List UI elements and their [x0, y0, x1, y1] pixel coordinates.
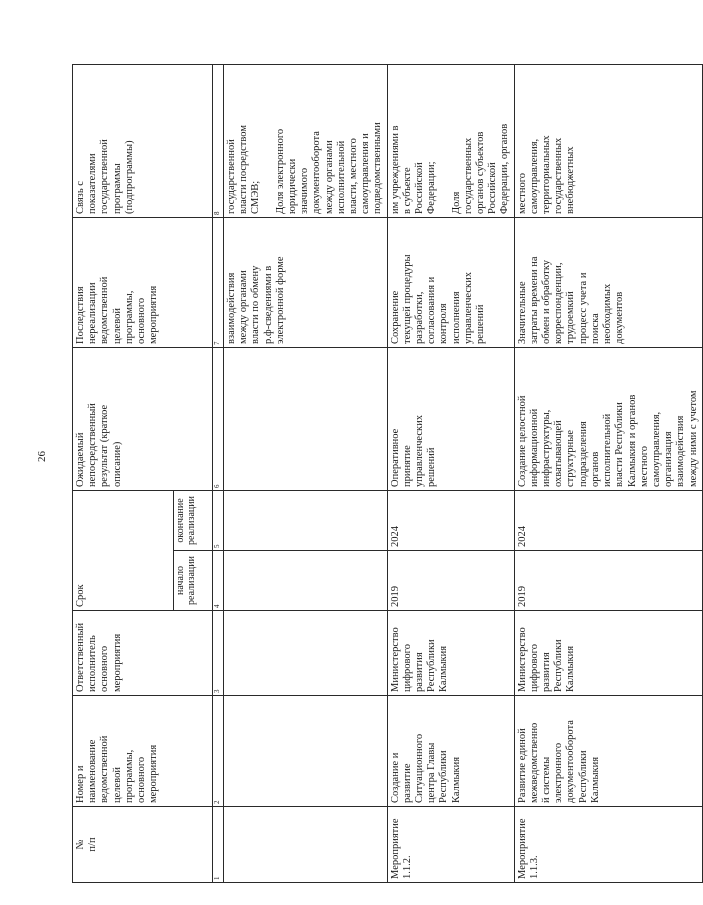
table-row	[224, 64, 388, 882]
column-number: 4	[213, 551, 224, 611]
cell-start	[224, 551, 388, 611]
cell-program-name: Создание и развитие Ситуационного центра Главы Республики Калмыкия	[387, 696, 514, 807]
table-row	[387, 64, 514, 882]
cell-consequences: взаимодействия между органами власти по обмену р.ф-сведениями в электронной форме	[224, 217, 388, 347]
header-start: начало реализации	[174, 551, 213, 611]
cell-number: Мероприятие 1.1.2.	[387, 807, 514, 883]
cell-program-name	[224, 696, 388, 807]
cell-end: 2024	[387, 490, 514, 550]
cell-expected-result	[224, 347, 388, 490]
column-number: 2	[213, 696, 224, 807]
column-number: 3	[213, 611, 224, 696]
cell-indicators-link: местного самоуправления, территориальных государственных внебюджетных	[514, 64, 702, 217]
cell-indicators-link: им учреждениями в в субъекте Российской Федерации; Доля государственных органов субъектов Российской Федерации, органов	[387, 64, 514, 217]
cell-end	[224, 490, 388, 550]
cell-number: Мероприятие 1.1.3.	[514, 807, 702, 883]
cell-executor	[224, 611, 388, 696]
cell-consequences: Сохранение текущей процедуры разработки, согласования и контроля исполнения управленческих решений	[387, 217, 514, 347]
cell-number	[224, 807, 388, 883]
table-row	[514, 64, 702, 882]
column-number: 5	[213, 490, 224, 550]
cell-indicators-link: государственной власти посредством СМЭВ; Доля электронного юридически значимого документооборота между органами исполнительной власти, местного самоуправления и подведомственными	[224, 64, 388, 217]
page-number: 26	[36, 451, 48, 462]
measures-table	[72, 64, 703, 883]
cell-start: 2019	[514, 551, 702, 611]
cell-expected-result: Создание целостной информационной инфраструктуры, охватывающей структурные подразделения органов исполнительной власти Республики Калмыкия и органов местного самоуправления, организация взаимодействия между ними с учетом	[514, 347, 702, 490]
cell-consequences: Значительные затраты времени на обмен и обработку корреспонденции, трудоемкий процесс учета и поиска необходимых документов	[514, 217, 702, 347]
header-consequences: Последствия нереализации ведомственной целевой программы, основного мероприятия	[73, 217, 213, 347]
column-number: 6	[213, 347, 224, 490]
cell-executor: Министерство цифрового развития Республики Калмыкия	[387, 611, 514, 696]
header-indicators-link: Связь с показателями государственной программы (подпрограммы)	[73, 64, 213, 217]
rotated-table-sheet	[72, 65, 699, 883]
header-term: Срок	[73, 490, 174, 610]
cell-end: 2024	[514, 490, 702, 550]
cell-program-name: Развитие единой межведомственно й системы электронного документооборота Республики Калмыкия	[514, 696, 702, 807]
header-executor: Ответственный исполнитель основного мероприятия	[73, 611, 213, 696]
column-number: 1	[213, 807, 224, 883]
cell-start: 2019	[387, 551, 514, 611]
column-number: 8	[213, 64, 224, 217]
header-row	[73, 64, 174, 882]
header-expected-result: Ожидаемый непосредственный результат (краткое описание)	[73, 347, 213, 490]
column-number: 7	[213, 217, 224, 347]
header-program-name: Номер и наименование ведомственной целевой программы, основного мероприятия	[73, 696, 213, 807]
column-numbers-row	[213, 64, 224, 882]
cell-expected-result: Оперативное принятие управленческих решений	[387, 347, 514, 490]
header-number: № п/п	[73, 807, 213, 883]
header-end: окончание реализации	[174, 490, 213, 550]
cell-executor: Министерство цифрового развития Республики Калмыкия	[514, 611, 702, 696]
